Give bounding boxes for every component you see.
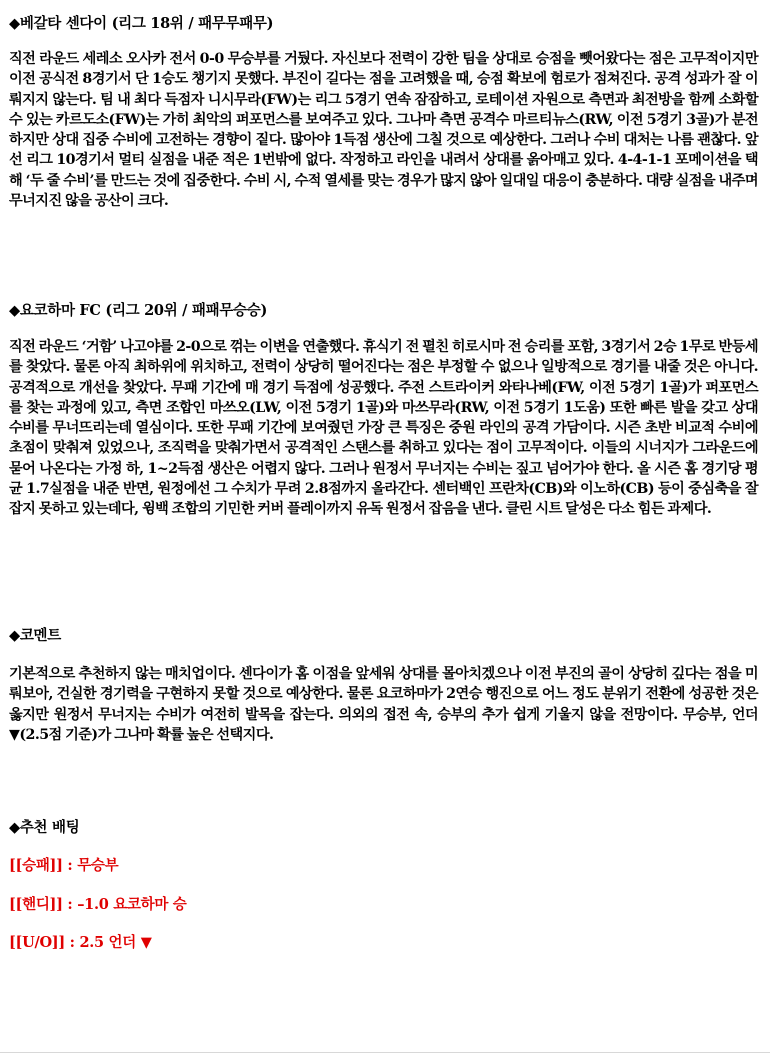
section-body-yokohama: 직전 라운드 ‘거함’ 나고야를 2-0으로 꺾는 이변을 연출했다. 휴식기 전 펼친 히로시마 전 승리를 포함, 3경기서 2승 1무로 반등세를 찾았다. 물론 아직 최하위에 위치하고, 전력이 상당히 떨어진다는 점은 부정할 수 없으나 일방적으로 경기를 내줄 것은 아니다. 공격적으로 개선을 찾았다. 무패 기간에 매 경기 득점에 성공했다. 주전 스트라이커 와타나베(FW, 이전 5경기 1골)가 퍼포먼스를 찾는 과정에 있고, 측면 조합인 마쓰오(LW, 이전 5경기 1골)와 마쓰무라(RW, 이전 5경기 1도움) 또한 빠른 발을 갖고 상대 수비를 무너뜨리는데 열심이다. 또한 무패 기간에 보여줬던 가장 큰 특징은 중원 라인의 공격 가담이다. 시즌 초반 비교적 수비에 초점이 맞춰져 있었으나, 조직력을 맞춰가면서 공격적인 스탠스를 취하고 있다는 점이 고무적이다. 이들의 시너지가 그라운드에 묻어 나온다는 가정 하, 1~2득점 생산은 어렵지 않다. 그러나 원정서 무너지는 수비는 짚고 넘어가야 한다. 올 시즌 홈 경기당 평균 1.7실점을 내준 반면, 원정에선 그 수치가 무려 2.8점까지 올라간다. 센터백인 프란차(CB)와 이노하(CB) 등이 중심축을 잘 잡지 못하고 있는데다, 윙백 조합의 기민한 커버 플레이까지 유독 원정서 잡음을 낸다. 클린 시트 달성은 다소 힘든 과제다. xyxy=(9,339,758,518)
section-heading-yokohama: ◆요코하마 FC (리그 20위 / 패패무승승) xyxy=(9,302,268,319)
recommend-heading: ◆추천 배팅 xyxy=(9,819,80,836)
section-body-sendai: 직전 라운드 세레소 오사카 전서 0-0 무승부를 거뒀다. 자신보다 전력이 강한 팀을 상대로 승점을 뺏어왔다는 점은 고무적이지만 이전 공식전 8경기서 단 1승도 챙기지 못했다. 부진이 길다는 점을 고려했을 때, 승점 확보에 험로가 점쳐진다. 공격 성과가 잘 이뤄지지 않는다. 팀 내 최다 득점자 니시무라(FW)는 리그 5경기 연속 잠잠하고, 로테이션 자원으로 측면과 최전방을 함께 소화할 수 있는 카르도소(FW)는 가히 최악의 퍼포먼스를 보여주고 있다. 그나마 측면 공격수 마르티뉴스(RW, 이전 5경기 3골)가 분전하지만 상대 집중 수비에 고전하는 경향이 짙다. 많아야 1득점 생산에 그칠 것으로 예상한다. 그러나 수비 대처는 나름 괜찮다. 앞선 리그 10경기서 멀티 실점을 내준 적은 1번밖에 없다. 작정하고 라인을 내려서 상대를 옭아매고 있다. 4-4-1-1 포메이션을 택해 ‘두 줄 수비’를 만드는 것에 집중한다. 수비 시, 수적 열세를 맞는 경우가 많지 않아 일대일 대응이 충분하다. 대량 실점을 내주며 무너지진 않을 공산이 크다. xyxy=(9,51,758,210)
section-heading-comment: ◆코멘트 xyxy=(9,627,61,644)
bet-win-draw-loss: [[승패]] : 무승부 xyxy=(9,857,119,874)
page-bottom-divider xyxy=(0,1052,770,1053)
bet-handicap: [[핸디]] : –1.0 요코하마 승 xyxy=(9,896,187,913)
section-heading-sendai: ◆베갈타 센다이 (리그 18위 / 패무무패무) xyxy=(9,15,274,32)
bet-over-under: [[U/O]] : 2.5 언더 ▼ xyxy=(9,934,152,951)
section-body-comment: 기본적으로 추천하지 않는 매치업이다. 센다이가 홈 이점을 앞세워 상대를 몰아치겠으나 이전 부진의 골이 상당히 깊다는 점을 미뤄보아, 건실한 경기력을 구현하지 못할 것으로 예상한다. 물론 요코하마가 2연승 행진으로 어느 정도 분위기 전환에 성공한 것은 옳지만 원정서 무너지는 수비가 여전히 발목을 잡는다. 의외의 접전 속, 승부의 추가 쉽게 기울지 않을 전망이다. 무승부, 언더 ▼(2.5점 기준)가 그나마 확률 높은 선택지다. xyxy=(9,666,758,743)
